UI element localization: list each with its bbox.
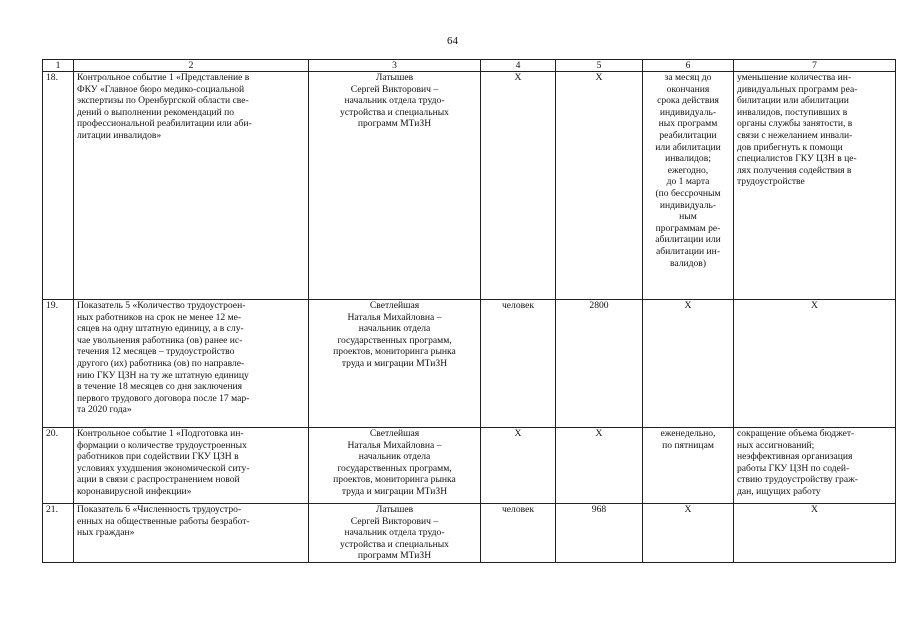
result-cell: сокращение объема бюджет- ных ассигнований; неэффективная организация работы ГКУ ЦЗН по содей- ствию трудоустройству граж- дан, ищущих работу <box>734 428 896 504</box>
responsible-cell: Светлейшая Наталья Михайловна – начальник отдела государственных программ, проектов, мониторинга рынка труда и миграции МТиЗН <box>309 300 481 428</box>
row-number-cell: 19. <box>43 300 74 428</box>
table-row <box>43 300 896 428</box>
row-number-cell: 18. <box>43 72 74 300</box>
row-number-cell: 20. <box>43 428 74 504</box>
unit-cell: Х <box>481 72 556 300</box>
column-header: 7 <box>734 60 896 72</box>
page-number: 64 <box>447 35 458 47</box>
column-header: 4 <box>481 60 556 72</box>
document-table <box>42 59 896 563</box>
column-header: 5 <box>556 60 643 72</box>
value-cell: Х <box>556 428 643 504</box>
description-cell: Показатель 5 «Количество трудоустроен- ных работников на срок не менее 12 ме- сяцев на одну штатную единицу, а в слу- чае увольнения работника (ов) ранее ис- течения 12 месяцев – трудоустройство другого (их) работника (ов) по направле- нию ГКУ ЦЗН на ту же штатную единицу в течение 18 месяцев со дня заключения первого трудового договора после 17 мар- та 2020 года» <box>74 300 309 428</box>
responsible-cell: Светлейшая Наталья Михайловна – начальник отдела государственных программ, проектов, мониторинга рынка труда и миграции МТиЗН <box>309 428 481 504</box>
column-header: 2 <box>74 60 309 72</box>
unit-cell: Х <box>481 428 556 504</box>
value-cell: 968 <box>556 504 643 563</box>
description-cell: Контрольное событие 1 «Подготовка ин- формации о количестве трудоустроенных работников при содействии ГКУ ЦЗН в условиях ухудшения экономической ситу- ации в связи с распространением новой коронавирусной инфекции» <box>74 428 309 504</box>
column-header: 6 <box>643 60 734 72</box>
result-cell: уменьшение количества ин- дивидуальных программ реа- билитации или абилитации инвалидов, поступивших в органы службы занятости, в связи с нежеланием инвали- дов прибегнуть к помощи специалистов ГКУ ЦЗН в це- лях получения содействия в трудоустройстве <box>734 72 896 300</box>
table-row <box>43 428 896 504</box>
table-header-row <box>43 60 896 72</box>
result-cell: Х <box>734 504 896 563</box>
unit-cell: человек <box>481 300 556 428</box>
deadline-cell: еженедельно, по пятницам <box>643 428 734 504</box>
deadline-cell: Х <box>643 300 734 428</box>
row-number-cell: 21. <box>43 504 74 563</box>
column-header: 1 <box>43 60 74 72</box>
table-row <box>43 504 896 563</box>
value-cell: 2800 <box>556 300 643 428</box>
unit-cell: человек <box>481 504 556 563</box>
description-cell: Показатель 6 «Численность трудоустро- енных на общественные работы безработ- ных граждан» <box>74 504 309 563</box>
value-cell: Х <box>556 72 643 300</box>
responsible-cell: Латышев Сергей Викторович – начальник отдела трудо- устройства и специальных программ МТиЗН <box>309 72 481 300</box>
table-row <box>43 72 896 300</box>
description-cell: Контрольное событие 1 «Представление в ФКУ «Главное бюро медико-социальной экспертизы по Оренбургской области све- дений о выполнении рекомендаций по профессиональной реабилитации или аби- литации инвалидов» <box>74 72 309 300</box>
deadline-cell: Х <box>643 504 734 563</box>
result-cell: Х <box>734 300 896 428</box>
deadline-cell: за месяц до окончания срока действия индивидуаль- ных программ реабилитации или абилитации инвалидов; ежегодно, до 1 марта (по бессрочным индивидуаль- ным программам ре- абилитации или абилитации ин- валидов) <box>643 72 734 300</box>
responsible-cell: Латышев Сергей Викторович – начальник отдела трудо- устройства и специальных программ МТиЗН <box>309 504 481 563</box>
column-header: 3 <box>309 60 481 72</box>
